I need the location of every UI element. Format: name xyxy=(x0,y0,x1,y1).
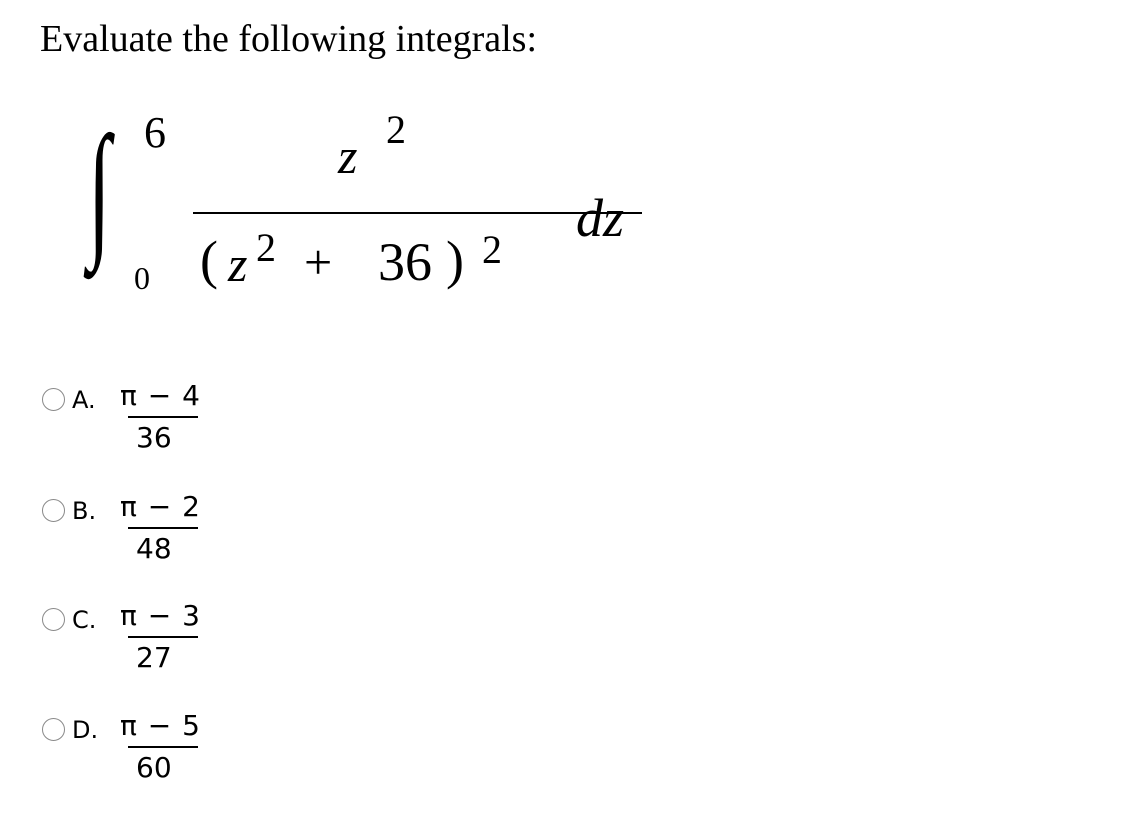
radio-button-a[interactable] xyxy=(42,388,65,411)
choice-denominator: 48 xyxy=(136,532,172,565)
denominator-open-paren: ( xyxy=(200,230,218,290)
differential: dz xyxy=(576,188,625,248)
fraction-bar xyxy=(193,212,642,214)
denominator-plus: + xyxy=(304,234,333,290)
upper-limit: 6 xyxy=(144,108,166,157)
integrand-numerator: z xyxy=(338,128,358,184)
choice-fraction-bar xyxy=(128,527,198,529)
choice-fraction-bar xyxy=(128,746,198,748)
choice-numerator: π − 2 xyxy=(120,490,201,523)
choice-denominator: 36 xyxy=(136,421,172,454)
denominator-close-paren: ) xyxy=(446,230,464,290)
choice-letter: A. xyxy=(72,386,96,414)
integral-expression xyxy=(80,100,680,340)
choice-denominator: 60 xyxy=(136,751,172,784)
choice-letter: C. xyxy=(72,606,97,634)
numerator-exponent: 2 xyxy=(386,107,406,152)
choice-numerator: π − 4 xyxy=(120,379,201,412)
radio-button-c[interactable] xyxy=(42,608,65,631)
denominator-outer-exponent: 2 xyxy=(482,227,502,272)
denominator-variable: z xyxy=(228,236,248,292)
choice-letter: B. xyxy=(72,497,97,525)
denominator-constant: 36 xyxy=(378,232,432,292)
choice-fraction-bar xyxy=(128,416,198,418)
choice-denominator: 27 xyxy=(136,641,172,674)
choice-d[interactable] xyxy=(42,709,242,794)
lower-limit: 0 xyxy=(134,260,150,296)
choice-fraction-bar xyxy=(128,636,198,638)
choice-letter: D. xyxy=(72,716,99,744)
choice-a[interactable] xyxy=(42,379,242,464)
choice-b[interactable] xyxy=(42,490,242,575)
question-prompt: Evaluate the following integrals: xyxy=(40,18,538,60)
choice-c[interactable] xyxy=(42,599,242,684)
choice-numerator: π − 3 xyxy=(120,599,201,632)
choice-numerator: π − 5 xyxy=(120,709,201,742)
denominator-variable-exponent: 2 xyxy=(256,225,276,270)
radio-button-b[interactable] xyxy=(42,499,65,522)
radio-button-d[interactable] xyxy=(42,718,65,741)
integral-sign: ∫ xyxy=(88,106,111,272)
